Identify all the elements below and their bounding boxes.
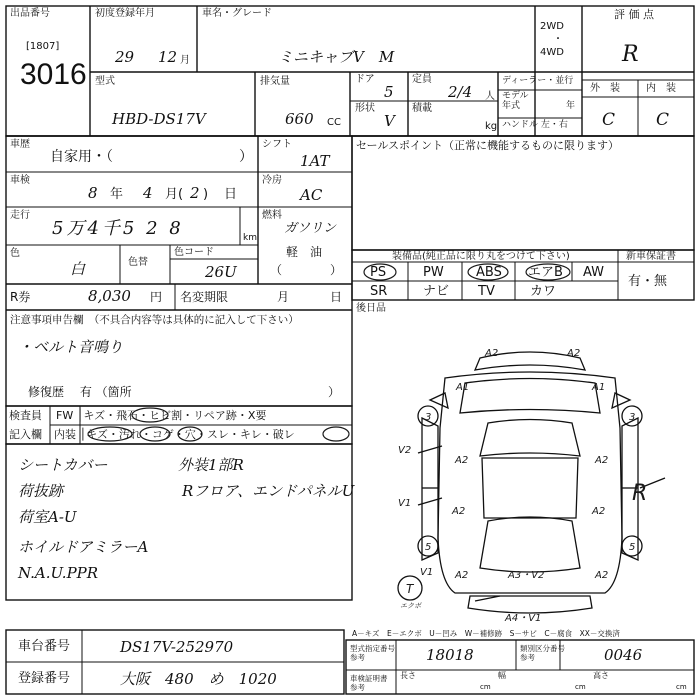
fee-label: 型式指定番号 参考 (350, 644, 395, 662)
width-cm: cm (575, 683, 586, 691)
listing-number: 3016 (20, 58, 87, 91)
r-value: 8,030 (88, 287, 131, 305)
car-grade-label: 車名・グレード (202, 8, 272, 19)
later-items-label: 後日品 (356, 303, 386, 314)
shift-value: 1AT (300, 152, 330, 170)
fuel-diesel: 軽 油 (286, 245, 323, 259)
reg-label: 登録番号 (18, 671, 71, 686)
first-reg-month: 12 (158, 48, 178, 66)
mark-5-right: 5 (629, 542, 636, 553)
remark-left-5: N.A.U.PPR (18, 564, 99, 582)
inspection-interior-row: 内装 │キズ・汚れ・コゲ・穴・スレ・キレ・破レ (54, 428, 295, 441)
repair-label: 修復歴 有 （箇所 (28, 385, 132, 399)
exterior-label: 外 装 (590, 83, 620, 94)
kg-unit: kg (485, 121, 498, 132)
doors-label: ドア (355, 74, 375, 85)
r-label: R券 (10, 290, 31, 304)
mileage-label: 走行 (10, 210, 30, 221)
equip-sr: SR (370, 284, 388, 299)
equipment-pen-circles (350, 258, 700, 298)
sales-point-label: セールスポイント（正常に機能するものに限ります） (356, 139, 620, 152)
equip-navi: ナビ (423, 284, 450, 299)
class-value: 0046 (604, 646, 643, 664)
equip-abs: ABS (476, 265, 502, 280)
equip-pw: PW (423, 265, 444, 280)
shaken-year: 8 (88, 184, 98, 202)
notes-value: ・ベルト音鳴り (18, 338, 124, 356)
mark-a2-left-rear: A2 (452, 506, 466, 517)
yen-unit: 円 (150, 290, 163, 304)
mileage-value: 5万4千5 2 8 (52, 218, 184, 239)
equip-leather: カワ (530, 284, 557, 299)
shape-value: V (384, 112, 395, 130)
length-cm: cm (480, 683, 491, 691)
fee-value: 18018 (426, 646, 474, 664)
wd-2: 2WD (540, 21, 564, 32)
capacity-label: 定員 (412, 74, 432, 85)
inspection-fw-row: FW │キズ・飛石・ヒビ割・リペア跡・X要 (56, 409, 267, 422)
doors-value: 5 (384, 83, 394, 101)
color-value: 白 (70, 260, 86, 278)
color-label: 色 (10, 248, 20, 259)
shaken-month-char: 月 (165, 187, 179, 202)
width-label: 幅 (498, 671, 506, 680)
fuel-other: （ ） (270, 263, 343, 277)
mark-v2-left: V2 (398, 445, 412, 456)
capacity-value: 2/4 (448, 83, 473, 101)
height-cm: cm (676, 683, 687, 691)
exterior-value: C (602, 110, 616, 130)
handle-label: ハンドル 左・右 (502, 120, 568, 130)
displacement-label: 排気量 (260, 76, 290, 87)
listing-code: [1807] (26, 41, 60, 52)
mark-r-right: R (632, 481, 648, 506)
shaken-day-open: ( (178, 187, 184, 202)
class-label: 類別区分番号 参考 (520, 644, 565, 662)
warranty-value: 有・無 (628, 274, 668, 289)
color-code-value: 26U (205, 263, 237, 281)
shape-label: 形状 (355, 103, 375, 114)
notes-label: 注意事項申告欄 （不具合内容等は具体的に記入して下さい） (10, 314, 299, 326)
color-change-label: 色替 (128, 257, 148, 268)
mark-a4-v1: A4・V1 (505, 613, 542, 624)
color-code-label: 色コード (174, 247, 214, 258)
history-label: 車歴 (10, 139, 30, 150)
displacement-value: 660 (285, 110, 314, 128)
damage-legend: A－キズ E－エクボ U－凹み W－補修跡 S－サビ C－腐食 XX－交換済 (352, 629, 620, 638)
chassis-label: 車台番号 (18, 639, 71, 654)
month-unit: 月 (180, 55, 190, 66)
equip-airbag: エアB (528, 265, 563, 280)
model-label: 型式 (95, 76, 115, 87)
remark-left-1: シートカバー (18, 456, 108, 474)
year-unit: 年 (566, 101, 576, 111)
mark-5-left: 5 (425, 542, 432, 553)
wd-4: 4WD (540, 47, 564, 58)
ac-value: AC (300, 186, 323, 204)
mark-a2-front-left: A2 (485, 348, 499, 359)
mark-a2-right-door: A2 (595, 455, 609, 466)
shaken-month: 4 (143, 184, 153, 202)
model-year-label: モデル 年式 (502, 91, 529, 111)
shaken-label: 車検 (10, 175, 30, 186)
eval-value: R (622, 42, 639, 67)
remark-left-4: ホイルドアミラーA (18, 538, 149, 556)
reg-value: 大阪 480 め 1020 (120, 670, 277, 688)
inspector-label: 検査員 (9, 409, 42, 422)
mark-a2-rear-left: A2 (455, 570, 469, 581)
chassis-value: DS17V-252970 (120, 638, 234, 656)
shaken-year-char: 年 (110, 187, 124, 202)
remark-left-2: 荷抜跡 (18, 482, 64, 500)
first-reg-year: 29 (115, 48, 135, 66)
warranty-label: 新車保証書 (626, 251, 676, 262)
equip-ps: PS (370, 265, 387, 280)
mark-a2-right-rear: A2 (592, 506, 606, 517)
equip-aw: AW (583, 265, 605, 280)
shaken-day-char: 日 (224, 187, 238, 202)
fuel-gas: ガソリン (284, 221, 337, 236)
load-label: 積載 (412, 103, 432, 114)
first-reg-label: 初度登録年月 (95, 8, 155, 19)
mark-a1-left: A1 (456, 382, 470, 393)
km-unit: km (243, 233, 257, 243)
eval-label: 評 価 点 (614, 8, 654, 21)
mark-a3-v2: A3・V2 (508, 570, 545, 581)
car-grade-value: ミニキャブV M (278, 48, 395, 66)
ac-label: 冷房 (262, 175, 282, 186)
remark-right-1: 外装1部R (178, 456, 244, 474)
fuel-label: 燃料 (262, 210, 282, 221)
dealer-label: ディーラー・並行 (502, 76, 574, 86)
mark-v1-left: V1 (398, 498, 412, 509)
height-label: 高さ (593, 671, 609, 680)
listing-label: 出品番号 (10, 8, 50, 19)
name-change-month: 月 (277, 290, 290, 304)
mark-3-left: 3 (425, 412, 432, 423)
person-unit: 人 (485, 91, 495, 102)
mark-a2-rear-right: A2 (595, 570, 609, 581)
mark-a1-right: A1 (592, 382, 606, 393)
equipment-label: 装備品(純正品に限り丸をつけて下さい) (392, 251, 570, 262)
body-size-label: 車検証明書 参考 (350, 674, 388, 692)
name-change-label: 名変期限 (180, 290, 229, 304)
mark-a2-front-right: A2 (567, 348, 581, 359)
mark-a2-left-door: A2 (455, 455, 469, 466)
mark-3-right: 3 (629, 412, 636, 423)
model-value: HBD-DS17V (112, 110, 206, 128)
entry-label: 記入欄 (9, 428, 42, 441)
shaken-day: 2 (190, 184, 200, 202)
wd-dot: ・ (553, 34, 563, 45)
mark-ekubo: エクボ (400, 602, 421, 610)
mark-t: T (406, 582, 414, 596)
interior-label: 内 装 (646, 83, 676, 94)
length-label: 長さ (400, 671, 416, 680)
repair-close: ） (328, 385, 341, 399)
inspection-pen-circles (0, 405, 350, 445)
interior-value: C (656, 110, 670, 130)
remark-right-2: Rフロア、エンドパネルU (182, 482, 355, 500)
history-value: 自家用・（ ） (50, 149, 253, 165)
car-damage-diagram (370, 338, 690, 628)
cc-unit: CC (327, 117, 341, 128)
shaken-day-close: ) (203, 187, 209, 202)
name-change-day: 日 (330, 290, 343, 304)
equip-tv: TV (478, 284, 495, 299)
remark-left-3: 荷室A-U (18, 508, 77, 526)
shift-label: シフト (262, 139, 292, 150)
mark-v1-rear: V1 (420, 567, 434, 578)
